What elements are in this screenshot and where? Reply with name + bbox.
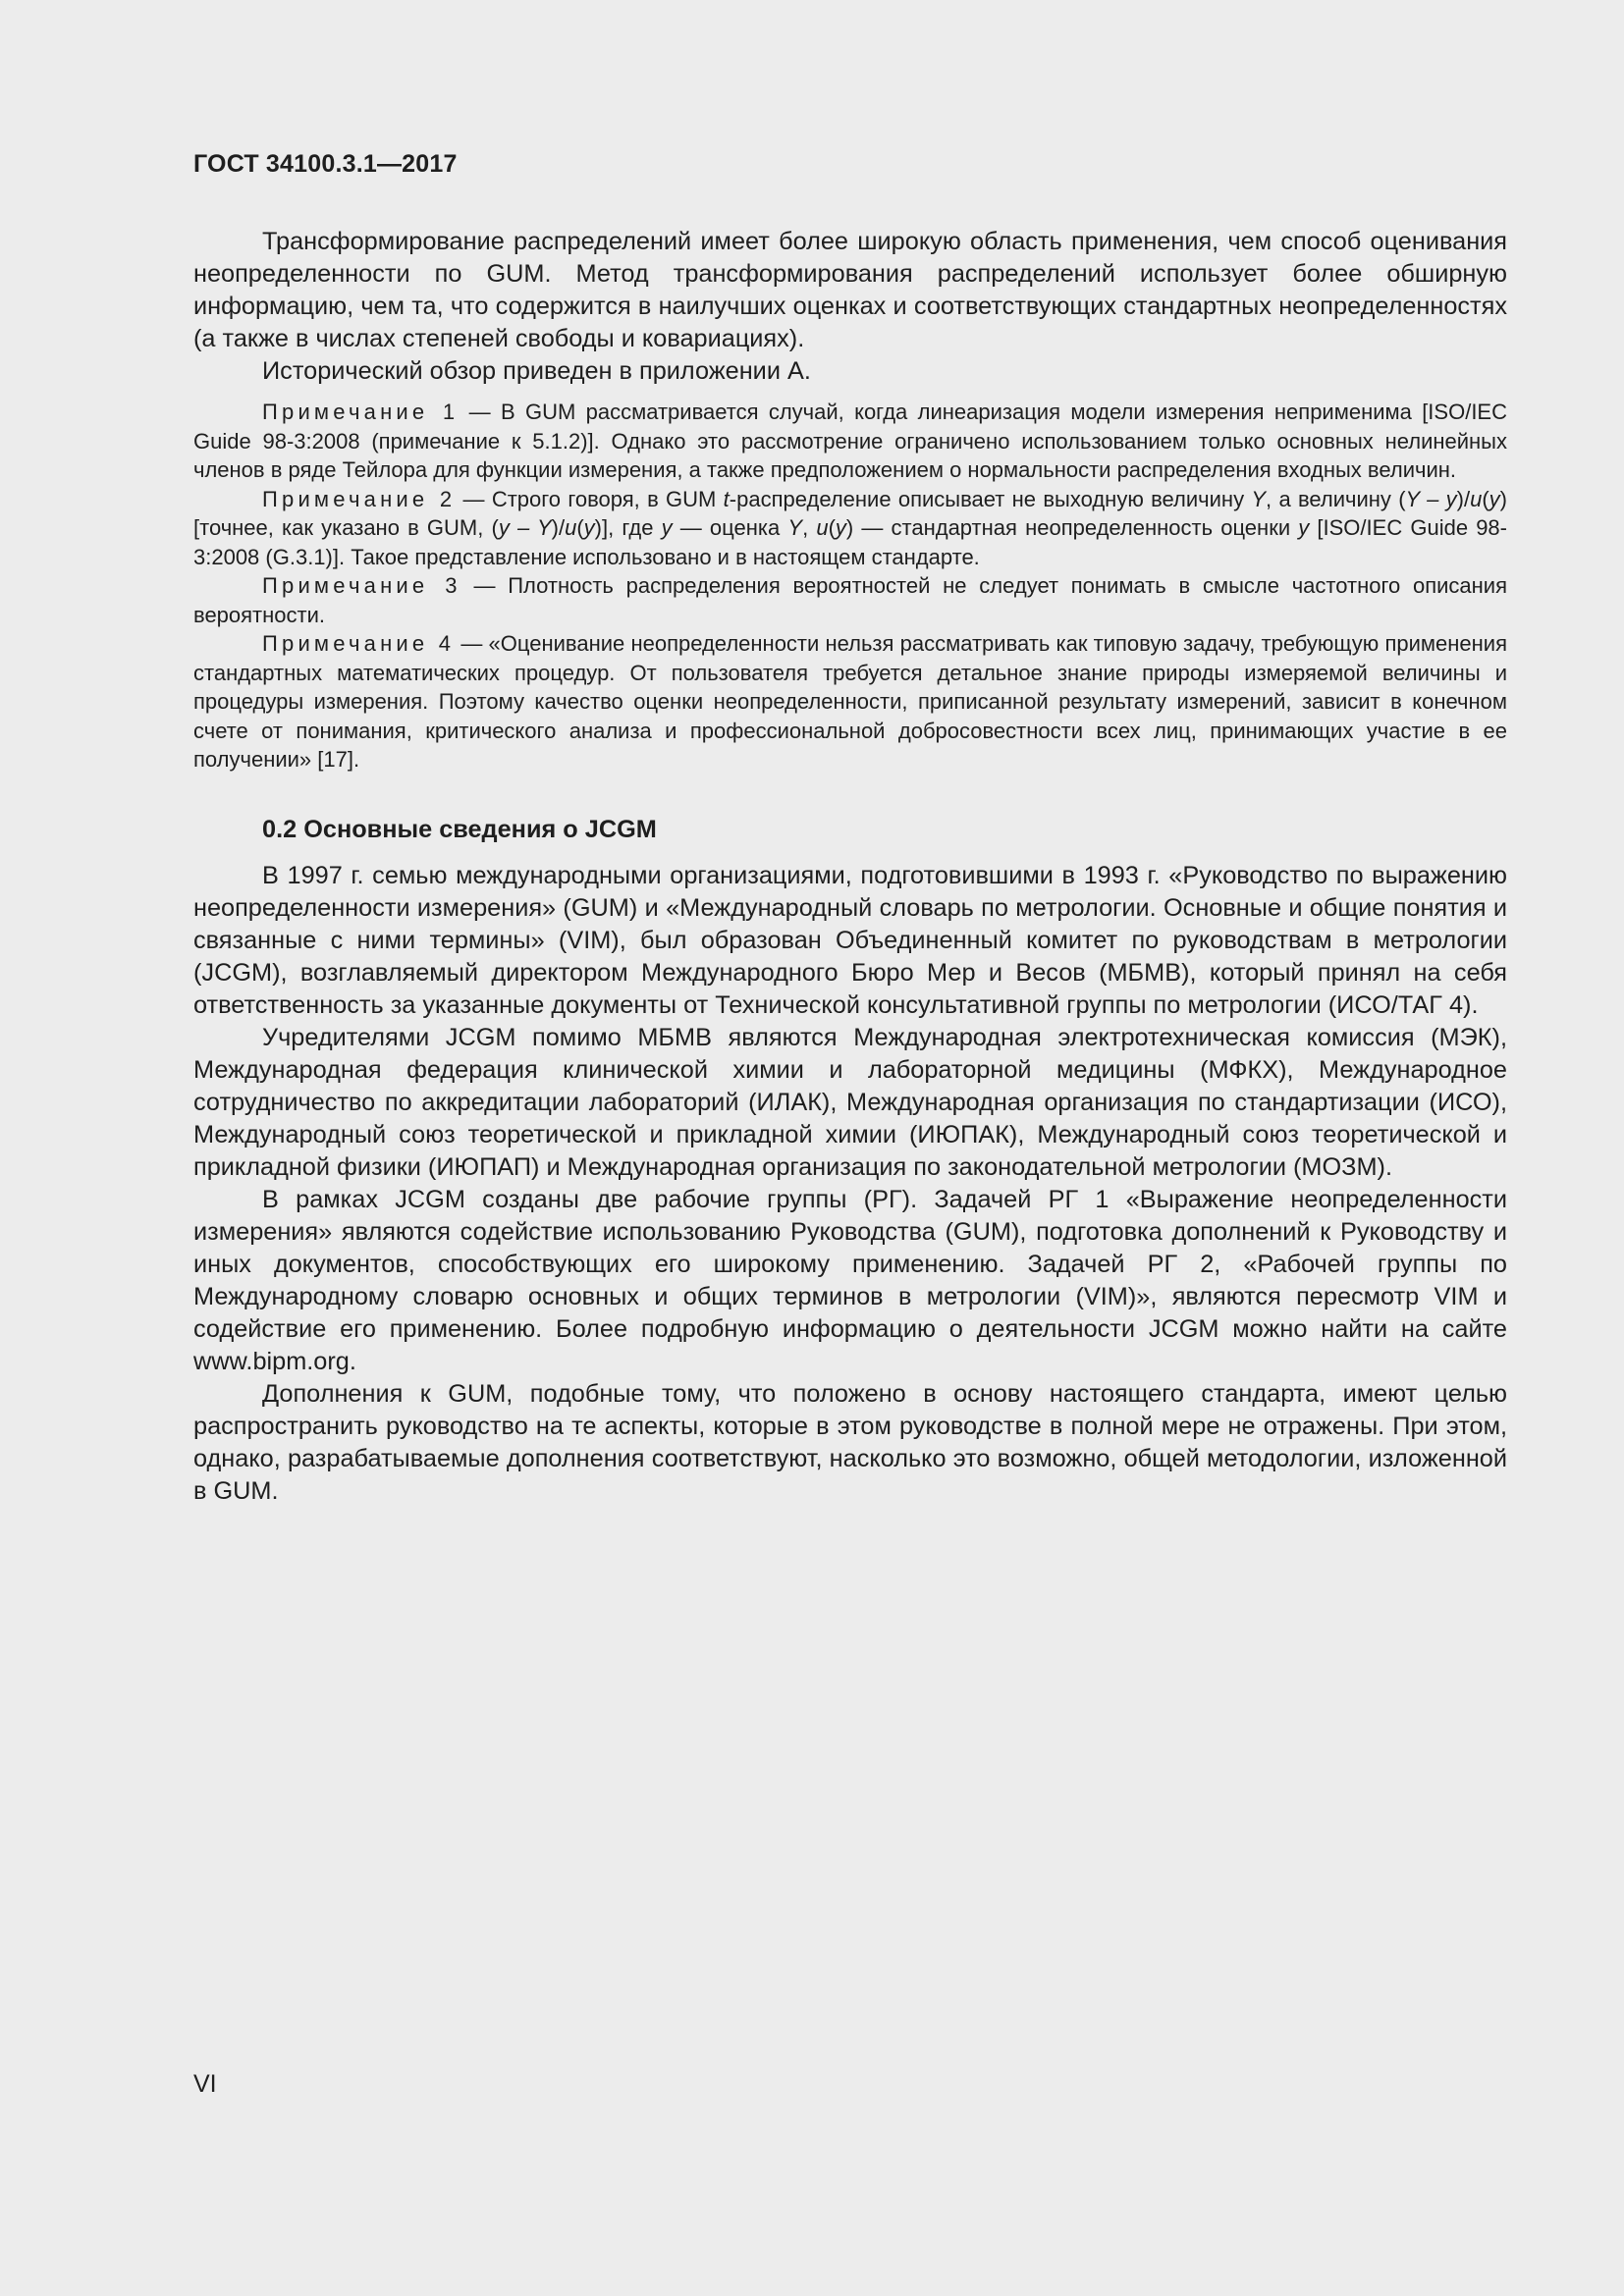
section-paragraph-2: Учредителями JCGM помимо МБМВ являются Международная электротехническая комиссия (МЭК), Международная федерация клинической химии и лабораторной медицины (МФКХ), Международное сотрудничество по аккредитации лабораторий (ИЛАК), Международная организация по стандартизации (ИСО), Международный союз теоретической и прикладной химии (ИЮПАК), Международный союз теоретической и прикладной физики (ИЮПАП) и Международная организация по законодательной метрологии (МОЗМ). <box>193 1023 1507 1181</box>
intro-paragraph-2: Исторический обзор приведен в приложении А. <box>262 357 811 385</box>
note-3-label: Примечание 3 <box>262 573 461 598</box>
note-1-text: — В GUM рассматривается случай, когда линеаризация модели измерения неприменима [ISO/IEC Guide 98-3:2008 (примечание к 5.1.2)]. Однако это рассмотрение ограничено использованием только основных нелинейных членов в ряде Тейлора для функции измерения, а также предположением о нормальности распределения входных величин. <box>193 400 1507 482</box>
document-header: ГОСТ 34100.3.1—2017 <box>193 150 458 178</box>
section-paragraph-4: Дополнения к GUM, подобные тому, что положено в основу настоящего стандарта, имеют целью распространить руководство на те аспекты, которые в этом руководстве в полной мере не отражены. При этом, однако, разрабатываемые дополнения соответствуют, насколько это возможно, общей методологии, изложенной в GUM. <box>193 1379 1507 1505</box>
note-1-label: Примечание 1 <box>262 400 460 424</box>
section-paragraph-3: В рамках JCGM созданы две рабочие группы (РГ). Задачей РГ 1 «Выражение неопределенности измерения» являются содействие использованию Руководства (GUM), подготовка дополнений к Руководству и иных документов, способствующих его широкому применению. Задачей РГ 2, «Рабочей группы по Международному словарю основных и общих терминов в метрологии (VIM)», являются пересмотр VIM и содействие его применению. Более подробную информацию о деятельности JCGM можно найти на сайте www.bipm.org. <box>193 1185 1507 1375</box>
note-2: Примечание 2 — Строго говоря, в GUM t-распределение описывает не выходную величину Y, а величину (Y – y)/u(y) [точнее, как указано в GUM, (y – Y)/u(y)], где y — оценка Y, u(y) — стандартная неопределенность оценки y [ISO/IEC Guide 98-3:2008 (G.3.1)]. Такое представление использовано и в настоящем стандарте. <box>193 486 1507 569</box>
intro-paragraph-1: Трансформирование распределений имеет более широкую область применения, чем способ оценивания неопределенности по GUM. Метод трансформирования распределений использует более обширную информацию, чем та, что содержится в наилучших оценках и соответствующих стандартных неопределенностях (а также в числах степеней свободы и ковариациях). <box>193 228 1507 352</box>
note-3-text: — Плотность распределения вероятностей не следует понимать в смысле частотного описания вероятности. <box>193 573 1508 627</box>
note-1 <box>193 398 1507 485</box>
note-3 <box>193 571 1507 629</box>
note-4-text: — «Оценивание неопределенности нельзя рассматривать как типовую задачу, требующую применения стандартных математических процедур. От пользователя требуется детальное знание природы измеряемой величины и процедуры измерения. Поэтому качество оценки неопределенности, приписанной результату измерений, зависит в конечном счете от понимания, критического анализа и профессиональной добросовестности всех лиц, принимающих участие в ее получении» [17]. <box>193 631 1507 772</box>
section-title: 0.2 Основные сведения о JCGM <box>262 815 657 843</box>
page-number: VI <box>193 2070 217 2098</box>
section-paragraph-1: В 1997 г. семью международными организациями, подготовившими в 1993 г. «Руководство по выражению неопределенности измерения» (GUM) и «Международный словарь по метрологии. Основные и общие понятия и связанные с ними термины» (VIM), был образован Объединенный комитет по руководствам в метрологии (JCGM), возглавляемый директором Международного Бюро Мер и Весов (МБМВ), который принял на себя ответственность за указанные документы от Технической консультативной группы по метрологии (ИСО/ТАГ 4). <box>193 861 1507 1019</box>
note-4-label: Примечание 4 <box>262 631 456 656</box>
note-2-label: Примечание 2 <box>262 486 457 511</box>
document-page <box>193 147 1507 1508</box>
note-4 <box>193 629 1507 774</box>
